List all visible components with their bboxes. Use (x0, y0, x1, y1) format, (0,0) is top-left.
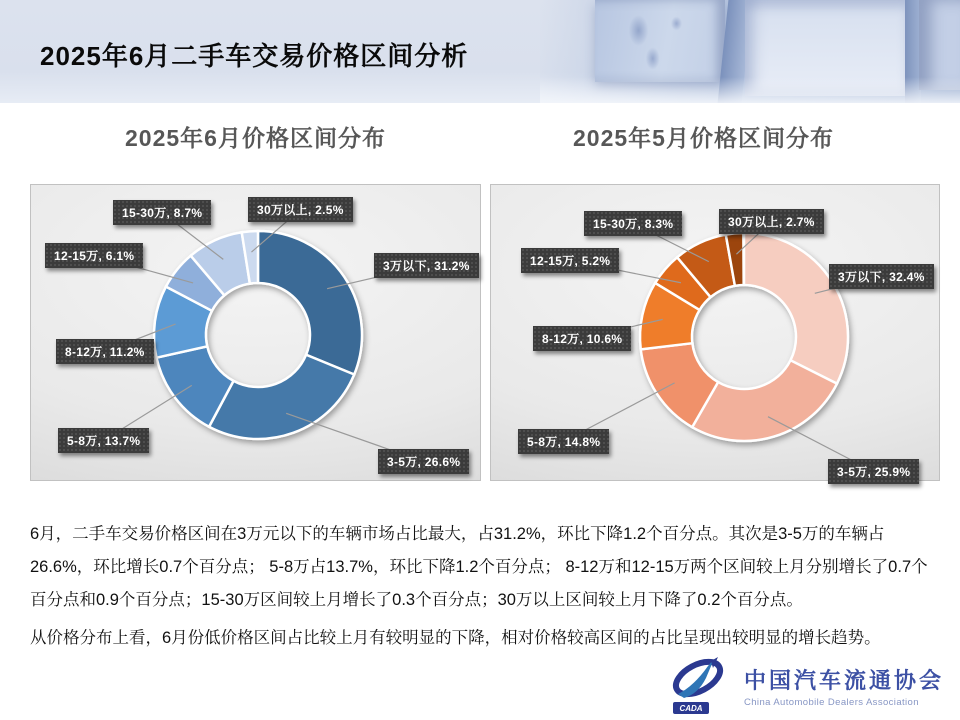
analysis-paragraph-1: 6月，二手车交易价格区间在3万元以下的车辆市场占比最大，占31.2%，环比下降1.2个百分点。其次是3-5万的车辆占26.6%，环比增长0.7个百分点； 5-8万占13.7%，环比下降1.2个百分点； 8-12万和12-15万两个区间较上月分别增长了0.7个百分点和0.9个百分点；15-30万区间较上月增长了0.3个百分点；30万以上区间较上月下降了0.2个百分点。 (30, 525, 928, 609)
chart-title-may: 2025年5月价格区间分布 (573, 125, 834, 151)
chart-title-june: 2025年6月价格区间分布 (125, 125, 386, 151)
slice-label-8-12万: 8-12万, 10.6% (533, 326, 631, 351)
cada-logo-icon (664, 656, 738, 716)
slice-label-3万以下: 3万以下, 32.4% (829, 264, 934, 289)
slice-label-8-12万: 8-12万, 11.2% (56, 339, 154, 364)
analysis-text (30, 518, 936, 655)
page-title: 2025年6月二手车交易价格区间分析 (40, 41, 469, 71)
slice-label-30万以上: 30万以上, 2.5% (248, 197, 353, 222)
svg-text:CADA: CADA (679, 704, 703, 713)
donut-chart-may (490, 184, 940, 481)
slice-label-5-8万: 5-8万, 13.7% (58, 428, 149, 453)
slice-label-12-15万: 12-15万, 6.1% (45, 243, 143, 268)
slice-label-5-8万: 5-8万, 14.8% (518, 429, 609, 454)
slice-label-15-30万: 15-30万, 8.7% (113, 200, 211, 225)
slice-label-3-5万: 3-5万, 26.6% (378, 449, 469, 474)
logo-english-name: China Automobile Dealers Association (743, 697, 919, 708)
slice-label-12-15万: 12-15万, 5.2% (521, 248, 619, 273)
slice-label-3-5万: 3-5万, 25.9% (828, 459, 919, 484)
analysis-paragraph-2: 从价格分布上看，6月份低价格区间占比较上月有较明显的下降，相对价格较高区间的占比呈现出较明显的增长趋势。 (30, 629, 881, 647)
cada-logo (664, 656, 944, 716)
donut-slice-3-5万 (692, 360, 837, 441)
slice-label-15-30万: 15-30万, 8.3% (584, 211, 682, 236)
donut-slice-3万以下 (258, 231, 362, 374)
donut-slice-3-5万 (209, 355, 354, 439)
header-band (0, 0, 960, 103)
header-cubes-decoration (540, 0, 960, 103)
slice-label-3万以下: 3万以下, 31.2% (374, 253, 479, 278)
donut-slice-3万以下 (744, 233, 848, 384)
world-map-overlay (610, 6, 705, 76)
header-fade (540, 77, 960, 103)
donut-chart-june (30, 184, 481, 481)
logo-chinese-name: 中国汽车流通协会 (743, 668, 944, 693)
slice-label-30万以上: 30万以上, 2.7% (719, 209, 824, 234)
